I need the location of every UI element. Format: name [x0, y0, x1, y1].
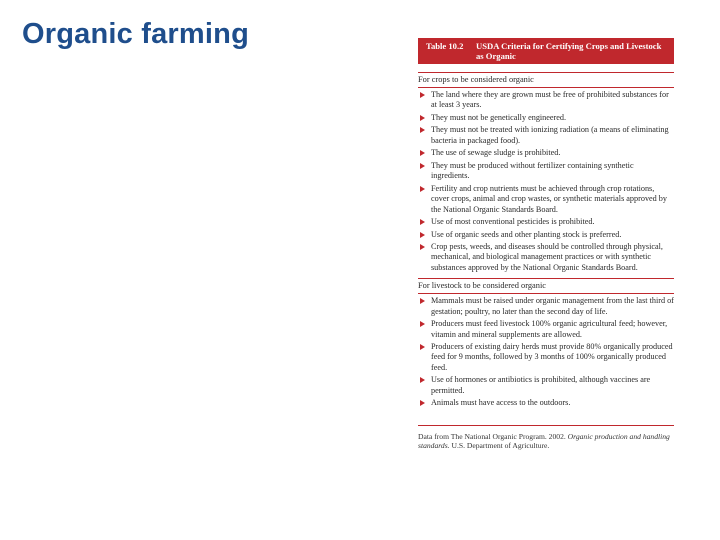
triangle-bullet-icon: [420, 219, 425, 225]
list-item-text: Fertility and crop nutrients must be achieved through crop rotations, cover crops, animal and crop wastes, or synthetic materials approved by the National Organic Standards Board.: [431, 183, 667, 214]
slide-title: Organic farming: [22, 18, 249, 50]
source-publisher: U.S. Department of Agriculture.: [449, 441, 550, 451]
table-header: [418, 38, 674, 64]
triangle-bullet-icon: [420, 186, 425, 192]
list-item: [418, 398, 674, 408]
triangle-bullet-icon: [420, 92, 425, 98]
list-item-text: Crop pests, weeds, and diseases should be controlled through physical, mechanical, and biological management practices or with synthetic substances approved by the National Organic Standards Board.: [431, 242, 663, 272]
triangle-bullet-icon: [420, 244, 425, 250]
triangle-bullet-icon: [420, 377, 425, 383]
triangle-bullet-icon: [420, 163, 425, 169]
criteria-table: [418, 38, 674, 451]
list-item: [418, 296, 674, 317]
triangle-bullet-icon: [420, 232, 425, 238]
list-item-text: Mammals must be raised under organic management from the last third of gestation; poultry, no later than the second day of life.: [431, 296, 674, 316]
list-item-text: The use of sewage sludge is prohibited.: [431, 148, 561, 158]
triangle-bullet-icon: [420, 400, 425, 406]
livestock-criteria-list: [418, 296, 674, 408]
list-item: [418, 125, 674, 146]
list-item: [418, 184, 674, 215]
list-item: [418, 161, 674, 182]
list-item-text: They must not be genetically engineered.: [431, 112, 567, 122]
list-item-text: Animals must have access to the outdoors.: [431, 398, 571, 408]
triangle-bullet-icon: [420, 127, 425, 133]
list-item-text: Use of most conventional pesticides is prohibited.: [431, 217, 595, 227]
list-item-text: Producers of existing dairy herds must provide 80% organically produced feed for 9 months, followed by 3 months of 100% organically produced feed.: [431, 342, 673, 372]
triangle-bullet-icon: [420, 344, 425, 350]
list-item-text: Use of organic seeds and other planting stock is preferred.: [431, 229, 622, 239]
source-text: Data from The National Organic Program. 2002.: [418, 431, 568, 441]
source-title: Organic production and handling standards.: [418, 431, 670, 451]
livestock-section-heading: For livestock to be considered organic: [418, 278, 674, 294]
list-item: [418, 230, 674, 240]
list-item-text: The land where they are grown must be free of prohibited substances for at least 3 years.: [431, 90, 669, 110]
list-item-text: Producers must feed livestock 100% organic agricultural feed; however, vitamin and mineral supplements are allowed.: [431, 319, 668, 339]
list-item: [418, 90, 674, 111]
list-item-text: They must be produced without fertilizer containing synthetic ingredients.: [431, 160, 634, 181]
list-item: [418, 113, 674, 123]
list-item: [418, 319, 674, 340]
triangle-bullet-icon: [420, 150, 425, 156]
list-item: [418, 148, 674, 158]
table-source-note: [418, 425, 674, 451]
triangle-bullet-icon: [420, 321, 425, 327]
crops-section-heading: For crops to be considered organic: [418, 72, 674, 88]
list-item-text: They must not be treated with ionizing radiation (a means of eliminating bacteria in packaged food).: [431, 125, 669, 145]
list-item-text: Use of hormones or antibiotics is prohibited, although vaccines are permitted.: [431, 375, 651, 395]
triangle-bullet-icon: [420, 115, 425, 121]
triangle-bullet-icon: [420, 298, 425, 304]
crops-criteria-list: [418, 90, 674, 273]
table-number: Table 10.2: [426, 41, 464, 51]
list-item: [418, 217, 674, 227]
list-item: [418, 242, 674, 273]
list-item: [418, 375, 674, 396]
table-title: USDA Criteria for Certifying Crops and Livestock as Organic: [476, 41, 662, 61]
list-item: [418, 342, 674, 373]
